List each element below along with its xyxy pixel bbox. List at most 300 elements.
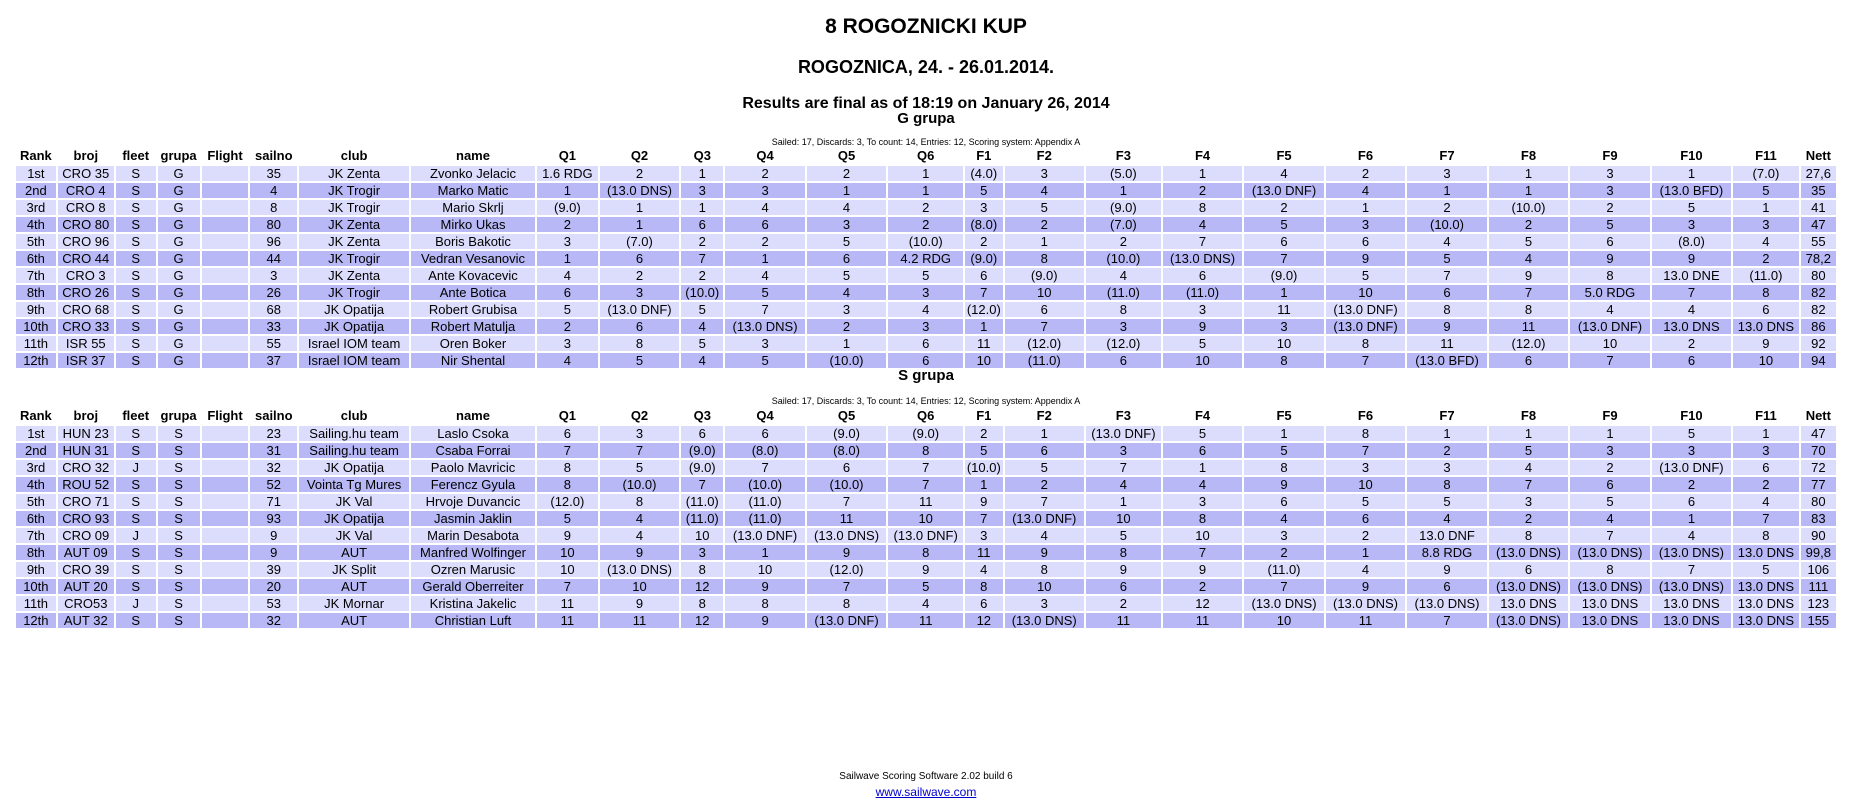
cell-f5: 5 [1244, 443, 1323, 458]
column-header-grupa: grupa [160, 408, 197, 423]
cell-q6: 3 [888, 285, 963, 300]
cell-f11: 13.0 DNS [1733, 613, 1798, 628]
cell-club: AUT [299, 579, 409, 594]
cell-rank: 3rd [16, 200, 56, 215]
cell-fleet: J [116, 460, 156, 475]
group-summary-g: Sailed: 17, Discards: 3, To count: 14, Entries: 12, Scoring system: Appendix A [771, 137, 1081, 147]
cell-q6: 8 [888, 545, 963, 560]
cell-nett: 47 [1801, 217, 1836, 232]
cell-q1: 2 [537, 217, 598, 232]
column-header-broj: broj [73, 148, 99, 163]
cell-f11: 7 [1733, 511, 1798, 526]
column-header-f11: F11 [1755, 408, 1777, 423]
cell-q2: 4 [600, 528, 679, 543]
cell-f2: 6 [1005, 302, 1084, 317]
cell-club: JK Opatija [299, 302, 409, 317]
cell-f7: 7 [1407, 613, 1486, 628]
cell-name: Vedran Vesanovic [411, 251, 535, 266]
cell-f6: 6 [1326, 511, 1405, 526]
cell-q6: 5 [888, 268, 963, 283]
cell-club: JK Trogir [299, 285, 409, 300]
cell-q2: 4 [600, 511, 679, 526]
cell-f2: (9.0) [1005, 268, 1084, 283]
cell-name: Zvonko Jelacic [411, 166, 535, 181]
cell-club: AUT [299, 545, 409, 560]
cell-broj: CRO 09 [58, 528, 114, 543]
sailwave-link[interactable]: www.sailwave.com [875, 785, 977, 799]
cell-broj: CRO 8 [58, 200, 114, 215]
cell-f3: 4 [1086, 477, 1161, 492]
cell-q3: 7 [681, 251, 723, 266]
cell-fleet: J [116, 528, 156, 543]
table-row [16, 443, 1836, 458]
footer-software: Sailwave Scoring Software 2.02 build 6 [839, 771, 1013, 782]
cell-f9: 6 [1570, 234, 1649, 249]
cell-q1: 9 [537, 528, 598, 543]
cell-f9: 7 [1570, 353, 1649, 368]
group-title-g: G grupa [897, 110, 955, 127]
cell-f8: 7 [1489, 285, 1568, 300]
cell-broj: CRO53 [58, 596, 114, 611]
table-row [16, 579, 1836, 594]
cell-q1: 3 [537, 234, 598, 249]
cell-broj: CRO 4 [58, 183, 114, 198]
cell-q6: 8 [888, 443, 963, 458]
cell-f4: 12 [1163, 596, 1242, 611]
cell-q1: 8 [537, 477, 598, 492]
cell-q5: (13.0 DNF) [807, 613, 886, 628]
cell-q5: 1 [807, 183, 886, 198]
cell-f8: 1 [1489, 183, 1568, 198]
cell-q6: (9.0) [888, 426, 963, 441]
cell-broj: CRO 39 [58, 562, 114, 577]
cell-fleet: S [116, 302, 156, 317]
cell-flight [202, 426, 249, 441]
column-header-nett: Nett [1805, 408, 1831, 423]
table-row [16, 494, 1836, 509]
cell-fleet: S [116, 336, 156, 351]
table-row [16, 285, 1836, 300]
cell-f8: 8 [1489, 528, 1568, 543]
cell-f11: 2 [1733, 251, 1798, 266]
cell-nett: 99,8 [1801, 545, 1836, 560]
cell-grupa: G [158, 183, 200, 198]
cell-f6: 9 [1326, 251, 1405, 266]
table-row [16, 268, 1836, 283]
cell-q3: 2 [681, 234, 723, 249]
cell-f6: 1 [1326, 200, 1405, 215]
cell-fleet: S [116, 494, 156, 509]
cell-q3: 2 [681, 268, 723, 283]
cell-q2: (10.0) [600, 477, 679, 492]
cell-fleet: S [116, 285, 156, 300]
cell-nett: 77 [1801, 477, 1836, 492]
cell-f9: (13.0 DNS) [1570, 579, 1649, 594]
cell-q4: 5 [725, 285, 804, 300]
cell-grupa: G [158, 268, 200, 283]
cell-f9: 4 [1570, 302, 1649, 317]
cell-broj: AUT 09 [58, 545, 114, 560]
cell-f6: 3 [1326, 217, 1405, 232]
cell-q6: 6 [888, 336, 963, 351]
cell-q5: 6 [807, 460, 886, 475]
cell-fleet: S [116, 217, 156, 232]
cell-f3: 7 [1086, 460, 1161, 475]
cell-f5: 8 [1244, 353, 1323, 368]
cell-rank: 3rd [16, 460, 56, 475]
cell-f5: 4 [1244, 511, 1323, 526]
cell-q1: 3 [537, 336, 598, 351]
cell-q1: 7 [537, 579, 598, 594]
cell-grupa: S [158, 494, 200, 509]
cell-f10: 3 [1652, 443, 1731, 458]
cell-f2: 4 [1005, 183, 1084, 198]
column-header-f11: F11 [1755, 148, 1777, 163]
column-header-q3: Q3 [693, 148, 711, 163]
cell-f6: 2 [1326, 528, 1405, 543]
cell-fleet: S [116, 477, 156, 492]
cell-f1: 4 [965, 562, 1002, 577]
cell-f9: 9 [1570, 251, 1649, 266]
cell-q5: 8 [807, 596, 886, 611]
cell-q2: 8 [600, 494, 679, 509]
cell-f5: 7 [1244, 579, 1323, 594]
cell-name: Gerald Oberreiter [411, 579, 535, 594]
cell-f11: 8 [1733, 528, 1798, 543]
cell-fleet: S [116, 579, 156, 594]
cell-q6: (13.0 DNF) [888, 528, 963, 543]
column-header-flight: Flight [207, 148, 243, 163]
cell-f8: 6 [1489, 562, 1568, 577]
cell-q4: 6 [725, 217, 804, 232]
cell-f11: 6 [1733, 302, 1798, 317]
cell-f7: 2 [1407, 443, 1486, 458]
cell-q2: 9 [600, 545, 679, 560]
column-header-club: club [340, 148, 368, 163]
cell-f2: 7 [1005, 494, 1084, 509]
column-header-club: club [340, 408, 368, 423]
cell-broj: ISR 55 [58, 336, 114, 351]
cell-grupa: S [158, 528, 200, 543]
cell-q3: (11.0) [681, 511, 723, 526]
cell-q6: 2 [888, 200, 963, 215]
cell-f10: (13.0 DNS) [1652, 545, 1731, 560]
cell-flight [202, 166, 249, 181]
cell-sailno: 23 [250, 426, 297, 441]
cell-club: JK Zenta [299, 268, 409, 283]
cell-f8: 6 [1489, 353, 1568, 368]
cell-q2: 5 [600, 460, 679, 475]
cell-f11: 5 [1733, 562, 1798, 577]
cell-flight [202, 319, 249, 334]
cell-q5: 2 [807, 319, 886, 334]
cell-f3: (9.0) [1086, 200, 1161, 215]
cell-name: Mario Skrlj [411, 200, 535, 215]
cell-f1: 10 [965, 353, 1002, 368]
cell-nett: 86 [1801, 319, 1836, 334]
cell-f6: 1 [1326, 545, 1405, 560]
cell-fleet: S [116, 319, 156, 334]
cell-f10: 3 [1652, 217, 1731, 232]
cell-q6: 1 [888, 166, 963, 181]
cell-q2: 1 [600, 217, 679, 232]
column-header-f2: F2 [1036, 148, 1052, 163]
cell-f10: 4 [1652, 528, 1731, 543]
table-row [16, 460, 1836, 475]
column-header-f5: F5 [1276, 408, 1292, 423]
cell-f3: 11 [1086, 613, 1161, 628]
cell-q2: 11 [600, 613, 679, 628]
cell-rank: 6th [16, 511, 56, 526]
cell-f1: 12 [965, 613, 1002, 628]
results-table-s [14, 406, 1838, 630]
cell-q6: 6 [888, 353, 963, 368]
cell-sailno: 71 [250, 494, 297, 509]
cell-f11: 3 [1733, 443, 1798, 458]
cell-f9: 5 [1570, 494, 1649, 509]
cell-q6: 7 [888, 477, 963, 492]
cell-f5: 8 [1244, 460, 1323, 475]
cell-name: Robert Grubisa [411, 302, 535, 317]
cell-f4: 6 [1163, 443, 1242, 458]
cell-f2: 6 [1005, 443, 1084, 458]
cell-club: JK Val [299, 494, 409, 509]
cell-sailno: 32 [250, 613, 297, 628]
cell-broj: CRO 68 [58, 302, 114, 317]
cell-q1: 6 [537, 426, 598, 441]
cell-q3: 5 [681, 302, 723, 317]
cell-broj: CRO 26 [58, 285, 114, 300]
cell-f10: 1 [1652, 511, 1731, 526]
cell-q5: (9.0) [807, 426, 886, 441]
cell-nett: 70 [1801, 443, 1836, 458]
cell-rank: 4th [16, 477, 56, 492]
cell-q1: 11 [537, 613, 598, 628]
cell-flight [202, 511, 249, 526]
table-row [16, 545, 1836, 560]
cell-f1: 9 [965, 494, 1002, 509]
cell-f4: 4 [1163, 477, 1242, 492]
cell-q1: 4 [537, 353, 598, 368]
cell-f2: 10 [1005, 579, 1084, 594]
cell-f11: 9 [1733, 336, 1798, 351]
column-header-f1: F1 [976, 408, 992, 423]
cell-f9: 10 [1570, 336, 1649, 351]
cell-f1: 8 [965, 579, 1002, 594]
cell-nett: 47 [1801, 426, 1836, 441]
cell-name: Manfred Wolfinger [411, 545, 535, 560]
cell-f2: 3 [1005, 166, 1084, 181]
cell-name: Marin Desabota [411, 528, 535, 543]
cell-nett: 83 [1801, 511, 1836, 526]
cell-f9: (13.0 DNF) [1570, 319, 1649, 334]
column-header-q1: Q1 [558, 408, 577, 423]
cell-q3: 12 [681, 579, 723, 594]
column-header-q4: Q4 [756, 408, 774, 423]
cell-f2: 10 [1005, 285, 1084, 300]
cell-q4: 4 [725, 268, 804, 283]
cell-f7: 5 [1407, 251, 1486, 266]
cell-f9: 3 [1570, 443, 1649, 458]
cell-nett: 72 [1801, 460, 1836, 475]
cell-q2: (7.0) [600, 234, 679, 249]
cell-f3: 10 [1086, 511, 1161, 526]
cell-flight [202, 217, 249, 232]
table-row [16, 200, 1836, 215]
cell-q2: 3 [600, 426, 679, 441]
column-header-f3: F3 [1115, 408, 1131, 423]
cell-fleet: S [116, 234, 156, 249]
cell-f3: 2 [1086, 234, 1161, 249]
cell-f2: 2 [1005, 217, 1084, 232]
cell-club: JK Opatija [299, 319, 409, 334]
cell-f5: 3 [1244, 319, 1323, 334]
cell-q5: 4 [807, 200, 886, 215]
cell-f2: 8 [1005, 251, 1084, 266]
cell-f8: 5 [1489, 443, 1568, 458]
cell-f3: 8 [1086, 302, 1161, 317]
cell-q5: 5 [807, 234, 886, 249]
table-row [16, 477, 1836, 492]
cell-name: Ferencz Gyula [411, 477, 535, 492]
cell-f4: 5 [1163, 426, 1242, 441]
cell-q6: 10 [888, 511, 963, 526]
cell-f10: 5 [1652, 426, 1731, 441]
column-header-sailno: sailno [254, 148, 293, 163]
cell-q4: 3 [725, 183, 804, 198]
cell-grupa: S [158, 613, 200, 628]
cell-q4: 4 [725, 200, 804, 215]
cell-f7: 13.0 DNF [1407, 528, 1486, 543]
cell-rank: 4th [16, 217, 56, 232]
column-header-f3: F3 [1115, 148, 1131, 163]
cell-f5: 11 [1244, 302, 1323, 317]
cell-f6: 7 [1326, 443, 1405, 458]
cell-f5: 2 [1244, 545, 1323, 560]
cell-flight [202, 336, 249, 351]
cell-f4: 10 [1163, 353, 1242, 368]
cell-f3: (13.0 DNF) [1086, 426, 1161, 441]
cell-f8: 4 [1489, 460, 1568, 475]
cell-broj: CRO 32 [58, 460, 114, 475]
cell-name: Ante Botica [411, 285, 535, 300]
cell-f3: 6 [1086, 579, 1161, 594]
cell-grupa: G [158, 353, 200, 368]
table-row [16, 596, 1836, 611]
cell-q4: (11.0) [725, 511, 804, 526]
cell-f9: 6 [1570, 477, 1649, 492]
cell-q6: 9 [888, 562, 963, 577]
cell-f4: (11.0) [1163, 285, 1242, 300]
cell-broj: AUT 32 [58, 613, 114, 628]
cell-f3: 4 [1086, 268, 1161, 283]
cell-club: JK Opatija [299, 460, 409, 475]
cell-f7: 6 [1407, 285, 1486, 300]
cell-f6: (13.0 DNF) [1326, 319, 1405, 334]
cell-f6: 10 [1326, 477, 1405, 492]
cell-q4: (13.0 DNF) [725, 528, 804, 543]
cell-f6: 10 [1326, 285, 1405, 300]
cell-name: Robert Matulja [411, 319, 535, 334]
cell-sailno: 52 [250, 477, 297, 492]
cell-f5: 5 [1244, 217, 1323, 232]
cell-sailno: 37 [250, 353, 297, 368]
cell-name: Marko Matic [411, 183, 535, 198]
cell-sailno: 35 [250, 166, 297, 181]
cell-fleet: S [116, 511, 156, 526]
cell-q5: (8.0) [807, 443, 886, 458]
cell-rank: 1st [16, 166, 56, 181]
cell-flight [202, 562, 249, 577]
cell-q6: 4 [888, 596, 963, 611]
cell-q4: (8.0) [725, 443, 804, 458]
cell-rank: 8th [16, 285, 56, 300]
cell-broj: CRO 33 [58, 319, 114, 334]
cell-grupa: G [158, 319, 200, 334]
cell-q5: 2 [807, 166, 886, 181]
cell-f7: 1 [1407, 183, 1486, 198]
cell-f10: 7 [1652, 562, 1731, 577]
cell-q3: 5 [681, 336, 723, 351]
cell-sailno: 53 [250, 596, 297, 611]
cell-nett: 35 [1801, 183, 1836, 198]
table-row [16, 234, 1836, 249]
cell-f1: (10.0) [966, 460, 1001, 475]
cell-fleet: S [116, 200, 156, 215]
column-header-f1: F1 [976, 148, 992, 163]
cell-q3: 12 [681, 613, 723, 628]
cell-f7: 1 [1407, 426, 1486, 441]
column-header-f9: F9 [1602, 408, 1618, 423]
cell-f7: 8.8 RDG [1407, 545, 1486, 560]
cell-club: JK Zenta [299, 217, 409, 232]
cell-f10: 13.0 DNE [1652, 268, 1731, 283]
cell-q4: 2 [725, 234, 804, 249]
cell-broj: ROU 52 [58, 477, 114, 492]
column-header-rank: Rank [19, 408, 52, 423]
cell-f1: 5 [965, 183, 1002, 198]
cell-q2: 10 [600, 579, 679, 594]
cell-f8: (13.0 DNS) [1489, 545, 1568, 560]
header-row [16, 148, 1836, 164]
cell-rank: 11th [16, 336, 56, 351]
cell-q1: 11 [537, 596, 598, 611]
column-header-grupa: grupa [160, 148, 197, 163]
cell-nett: 80 [1801, 494, 1836, 509]
cell-f4: 10 [1163, 528, 1242, 543]
cell-q5: (10.0) [807, 353, 886, 368]
column-header-q1: Q1 [558, 148, 577, 163]
cell-rank: 7th [16, 268, 56, 283]
cell-f7: 9 [1407, 562, 1486, 577]
column-header-flight: Flight [207, 408, 243, 423]
cell-f5: 4 [1244, 166, 1323, 181]
cell-f11: 5 [1733, 183, 1798, 198]
cell-sailno: 93 [250, 511, 297, 526]
cell-broj: HUN 31 [58, 443, 114, 458]
cell-q4: 1 [725, 251, 804, 266]
cell-q1: 1 [537, 251, 598, 266]
cell-q6: (10.0) [888, 234, 963, 249]
cell-sailno: 20 [250, 579, 297, 594]
cell-f1: 1 [965, 319, 1002, 334]
cell-nett: 41 [1801, 200, 1836, 215]
cell-q6: 1 [888, 183, 963, 198]
cell-q3: 1 [681, 200, 723, 215]
cell-grupa: S [158, 511, 200, 526]
cell-f8: 7 [1489, 477, 1568, 492]
cell-f4: 3 [1163, 302, 1242, 317]
